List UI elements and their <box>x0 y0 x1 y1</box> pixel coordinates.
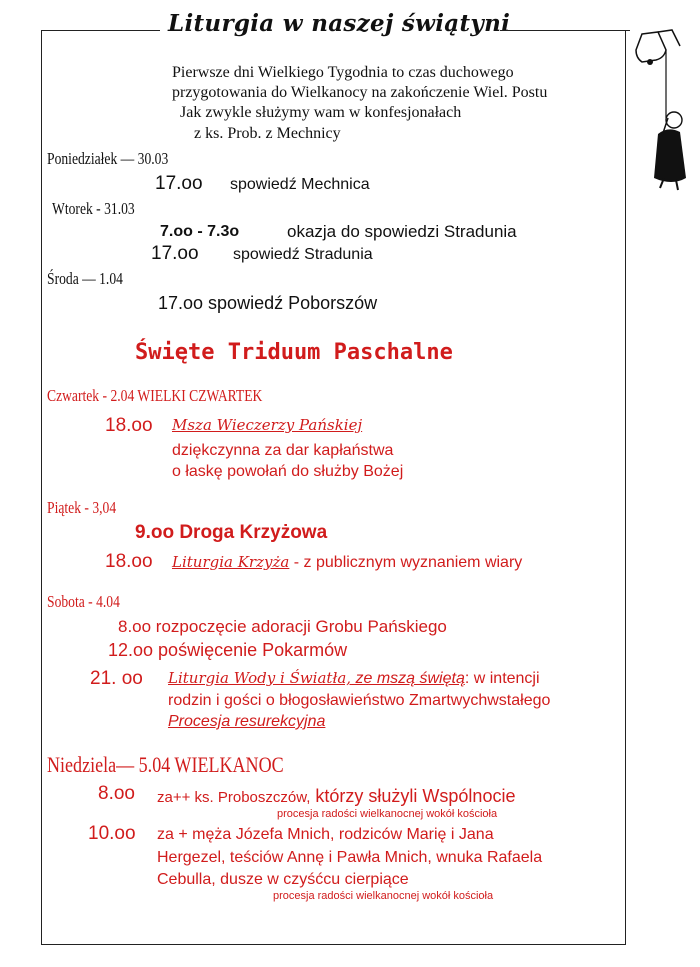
intro-line-3: Jak zwykle służymy wam w konfesjonałach <box>180 104 462 121</box>
sunday-line-2: Hergezel, teściów Annę i Pawła Mnich, wnuka Rafaela <box>157 849 543 866</box>
friday-liturgy-note: - z publicznym wyznaniem wiary <box>289 554 523 571</box>
sunday-time-2: 10.oo <box>88 823 136 844</box>
saturday-procession: Procesja resurekcyjna <box>168 713 326 730</box>
monday-time: 17.oo <box>155 173 203 194</box>
title-rule <box>500 30 630 31</box>
saturday-event-1: 8.oo rozpoczęcie adoracji Grobu Pańskiego <box>118 617 447 636</box>
triduum-heading: Święte Triduum Paschalne <box>135 340 453 365</box>
intro-line-2: przygotowania do Wielkanocy na zakończenie Wiel. Postu <box>172 84 548 101</box>
saturday-liturgy: Liturgia Wody i Światła, <box>168 669 352 687</box>
friday-time-2: 18.oo <box>105 551 153 572</box>
sunday-intention-1: za++ ks. Proboszczów, <box>157 789 311 806</box>
monday-event: spowiedź Mechnica <box>230 176 370 193</box>
sunday-line-1: za + męża Józefa Mnich, rodziców Marię i Jana <box>157 826 494 843</box>
friday-event-1: 9.oo Droga Krzyżowa <box>135 522 328 543</box>
day-friday: Piątek - 3,04 <box>47 498 117 517</box>
tuesday-time-2: 17.oo <box>151 243 199 264</box>
page-title: Liturgia w naszej świątyni <box>168 10 511 37</box>
wednesday-event: 17.oo spowiedź Poborszów <box>158 293 378 313</box>
day-wednesday: Środa — 1.04 <box>47 269 123 288</box>
saturday-event-3 <box>168 669 540 688</box>
thursday-line-3: o łaskę powołań do służby Bożej <box>172 463 404 480</box>
day-sunday: Niedziela— 5.04 WIELKANOC <box>47 752 284 777</box>
sunday-note-2: procesja radości wielkanocnej wokół kościoła <box>273 890 494 902</box>
friday-liturgy: Liturgia Krzyża <box>172 553 290 571</box>
sunday-time-1: 8.oo <box>98 783 135 804</box>
saturday-intention: : w intencji <box>464 670 540 687</box>
thursday-mass: Msza Wieczerzy Pańskiej <box>172 416 363 434</box>
tuesday-time-1: 7.oo - 7.3o <box>160 223 240 240</box>
day-saturday: Sobota - 4.04 <box>47 592 120 611</box>
intro-line-1: Pierwsze dni Wielkiego Tygodnia to czas duchowego <box>172 64 514 81</box>
day-tuesday: Wtorek - 31.03 <box>52 199 135 218</box>
thursday-line-2: dziękczynna za dar kapłaństwa <box>172 442 394 459</box>
thursday-time: 18.oo <box>105 415 153 436</box>
saturday-line-2: rodzin i gości o błogosławieństwo Zmartwychwstałego <box>168 692 551 709</box>
bell-icon <box>628 28 688 208</box>
friday-event-2 <box>172 553 522 572</box>
saturday-time-3: 21. oo <box>90 668 143 689</box>
day-thursday: Czwartek - 2.04 WIELKI CZWARTEK <box>47 386 263 405</box>
saturday-event-2: 12.oo poświęcenie Pokarmów <box>108 640 348 660</box>
sunday-line-3: Cebulla, dusze w czyśćcu cierpiące <box>157 871 409 888</box>
day-monday: Poniedziałek — 30.03 <box>47 149 169 168</box>
sunday-intention-1-emph: którzy służyli Wspólnocie <box>310 786 516 806</box>
tuesday-event-2: spowiedź Stradunia <box>233 246 373 263</box>
saturday-mass: ze mszą świętą <box>351 670 465 687</box>
sunday-note-1: procesja radości wielkanocnej wokół kościoła <box>277 808 498 820</box>
bell-ringer-figure-icon <box>654 112 686 190</box>
intro-line-4: z ks. Prob. z Mechnicy <box>194 125 341 142</box>
sunday-event-1 <box>157 786 515 807</box>
tuesday-event-1: okazja do spowiedzi Stradunia <box>287 222 517 241</box>
